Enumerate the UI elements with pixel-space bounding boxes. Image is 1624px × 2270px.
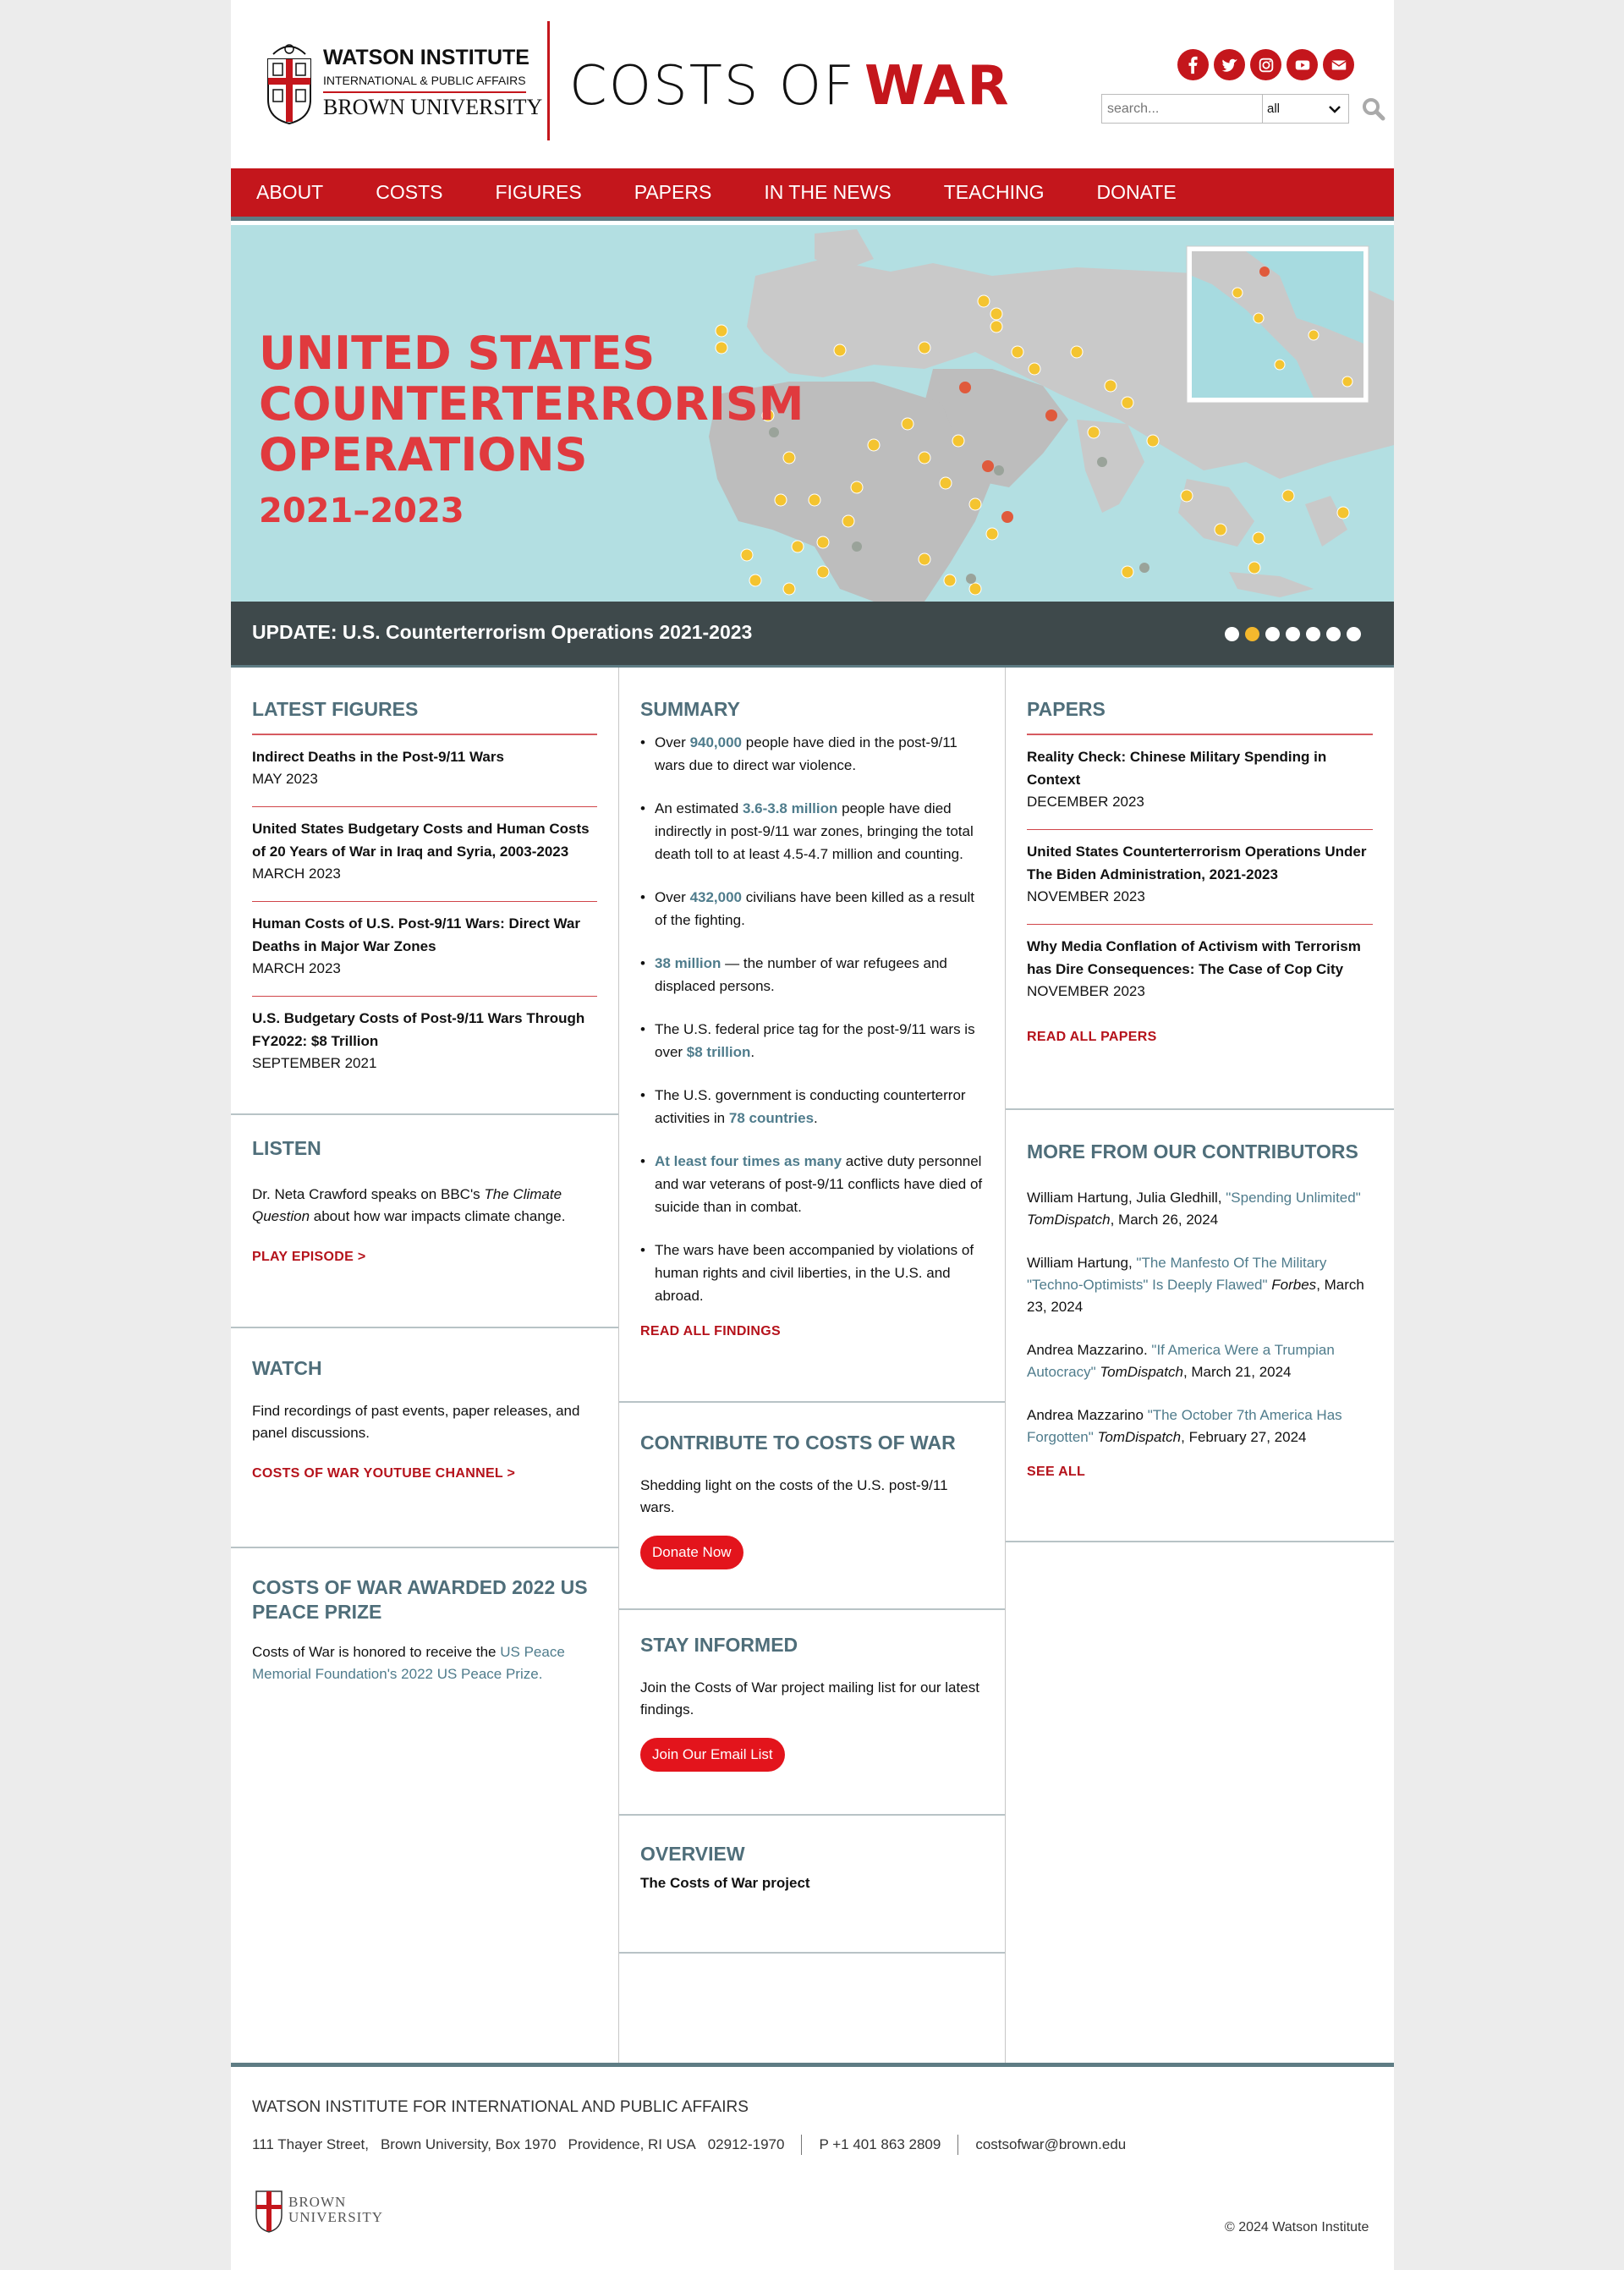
summary-bullet <box>640 1018 984 1064</box>
search-scope-value: all <box>1267 102 1281 116</box>
search-input[interactable] <box>1101 94 1263 124</box>
contributor-source: TomDispatch <box>1095 1364 1183 1380</box>
contributors-title: MORE FROM OUR CONTRIBUTORS <box>1027 1140 1358 1162</box>
footer-box: Brown University, Box 1970 <box>380 2136 557 2152</box>
contributor-source: TomDispatch <box>1093 1429 1182 1445</box>
summary-bullet-text: . <box>814 1110 818 1126</box>
paper-item[interactable] <box>1027 830 1373 925</box>
paper-item-title[interactable]: United States Counterterrorism Operations Under The Biden Administration, 2021-2023 <box>1027 844 1367 882</box>
summary-bullet-text: Over <box>655 734 690 750</box>
paper-item-title[interactable]: Reality Check: Chinese Military Spending in Context <box>1027 749 1327 788</box>
nav-costs[interactable]: COSTS <box>376 181 443 203</box>
main-nav <box>231 168 1394 221</box>
contributor-article-link[interactable]: "If America Were a Trumpian Autocracy" <box>1027 1342 1335 1380</box>
figure-item-date: SEPTEMBER 2021 <box>252 1055 377 1071</box>
brown-shield-icon <box>261 41 317 125</box>
contributor-author: Andrea Mazzarino <box>1027 1407 1148 1423</box>
summary-bullet <box>640 952 984 998</box>
item-rule <box>1027 829 1373 830</box>
figure-item-date: MARCH 2023 <box>252 866 341 882</box>
summary-title: SUMMARY <box>640 698 740 720</box>
email-icon[interactable] <box>1323 49 1354 80</box>
watson-logo[interactable] <box>261 29 543 127</box>
summary-bullet <box>640 1239 984 1307</box>
peace-prize-link[interactable]: US Peace Memorial Foundation's 2022 US Peace Prize. <box>252 1644 565 1682</box>
section-divider <box>1006 1541 1394 1542</box>
slider-dot[interactable] <box>1225 627 1239 641</box>
figure-item-title[interactable]: Human Costs of U.S. Post-9/11 Wars: Direct War Deaths in Major War Zones <box>252 915 580 954</box>
slider-dots <box>1225 627 1361 641</box>
listen-text <box>252 1184 597 1228</box>
summary-bullet-highlight[interactable]: At least four times as many <box>655 1153 842 1169</box>
summary-bullet <box>640 731 984 777</box>
footer-separator <box>957 2135 958 2155</box>
paper-item-title[interactable]: Why Media Conflation of Activism with Terrorism has Dire Consequences: The Case of Cop City <box>1027 938 1361 977</box>
figure-item-date: MAY 2023 <box>252 771 318 787</box>
section-rule <box>252 734 597 735</box>
youtube-channel-link[interactable]: COSTS OF WAR YOUTUBE CHANNEL > <box>252 1466 516 1481</box>
summary-bullet-text: active duty personnel and war veterans of post-9/11 conflicts have died of suicide than in combat. <box>655 1153 983 1215</box>
site-title[interactable] <box>569 55 1011 118</box>
left-column <box>231 668 618 1685</box>
summary-bullet <box>640 1084 984 1130</box>
copyright: © 2024 Watson Institute <box>1225 2220 1369 2234</box>
contributors-section <box>1006 1110 1394 1541</box>
footer-address <box>252 2135 1126 2155</box>
contributor-author: Andrea Mazzarino. <box>1027 1342 1152 1358</box>
contributor-source: Forbes <box>1267 1277 1317 1293</box>
search-icon[interactable] <box>1361 96 1386 122</box>
contribute-title: CONTRIBUTE TO COSTS OF WAR <box>640 1432 956 1454</box>
latest-figures-title: LATEST FIGURES <box>252 698 419 720</box>
overview-title: OVERVIEW <box>640 1843 745 1865</box>
contributor-source: TomDispatch <box>1027 1212 1111 1228</box>
chevron-down-icon <box>1328 105 1341 113</box>
listen-text-a: Dr. Neta Crawford speaks on BBC's <box>252 1186 485 1202</box>
figure-item[interactable] <box>252 735 597 807</box>
header-divider <box>547 21 550 140</box>
summary-bullet-text: An estimated <box>655 800 743 816</box>
slider-dot[interactable] <box>1326 627 1341 641</box>
overview-text[interactable]: The Costs of War project <box>640 1875 810 1891</box>
site-footer <box>231 2063 1394 2270</box>
paper-item[interactable] <box>1027 735 1373 830</box>
contribute-text: Shedding light on the costs of the U.S. post-9/11 wars. <box>640 1477 948 1515</box>
summary-bullet-highlight[interactable]: $8 trillion <box>686 1044 751 1060</box>
summary-section <box>619 668 1005 1401</box>
summary-bullet-highlight[interactable]: 38 million <box>655 955 721 971</box>
contributor-item <box>1027 1339 1373 1383</box>
contributor-date: , March 21, 2024 <box>1182 1364 1292 1380</box>
logo-university: BROWN UNIVERSITY <box>323 95 543 119</box>
summary-bullet <box>640 886 984 932</box>
listen-section <box>231 1115 618 1327</box>
hero-title-line3: OPERATIONS <box>259 428 588 481</box>
summary-bullet-highlight[interactable]: 940,000 <box>689 734 743 750</box>
summary-bullet-text: people have died indirectly in post-9/11 war zones, bringing the total death toll to at least 4.5-4.7 million and counting. <box>655 800 974 862</box>
stay-informed-text: Join the Costs of War project mailing list for our latest findings. <box>640 1679 979 1718</box>
contributor-item <box>1027 1252 1373 1318</box>
summary-bullet-text: The U.S. federal price tag for the post-9/11 wars is over <box>655 1021 975 1060</box>
donate-now-button[interactable]: Donate Now <box>640 1536 743 1569</box>
papers-section <box>1006 668 1394 1108</box>
item-rule <box>1027 924 1373 925</box>
overview-section <box>619 1816 1005 1952</box>
paper-item-date: NOVEMBER 2023 <box>1027 888 1145 904</box>
footer-phone[interactable]: P +1 401 863 2809 <box>819 2136 941 2152</box>
hero-caption-bar <box>231 602 1394 667</box>
figure-item-title[interactable]: United States Budgetary Costs and Human Costs of 20 Years of War in Iraq and Syria, 2003-2023 <box>252 821 590 860</box>
site-header <box>231 0 1394 168</box>
contributor-date: , March 23, 2024 <box>1027 1277 1364 1315</box>
footer-city: Providence, RI USA <box>568 2136 696 2152</box>
brown-university-footer-logo[interactable] <box>255 2186 383 2237</box>
papers-title: PAPERS <box>1027 698 1106 720</box>
section-divider <box>619 1952 1005 1954</box>
read-all-papers-link[interactable]: READ ALL PAPERS <box>1027 1030 1157 1044</box>
stay-informed-title: STAY INFORMED <box>640 1634 798 1656</box>
footer-street: 111 Thayer Street, <box>252 2136 369 2152</box>
facebook-icon[interactable] <box>1177 49 1209 80</box>
contributor-date: , February 27, 2024 <box>1181 1429 1307 1445</box>
right-column <box>1006 668 1394 1542</box>
contributor-author: William Hartung, <box>1027 1255 1137 1271</box>
search-bar <box>1101 94 1386 124</box>
summary-bullet <box>640 1150 984 1218</box>
watch-section <box>231 1328 618 1547</box>
site-title-costs: COSTS OF <box>569 55 856 118</box>
read-all-findings-link[interactable]: READ ALL FINDINGS <box>640 1324 781 1338</box>
contributor-item <box>1027 1404 1373 1448</box>
summary-bullet-text: civilians have been killed as a result of the fighting. <box>655 889 974 928</box>
paper-item[interactable] <box>1027 925 1373 1003</box>
site-title-war: WAR <box>864 55 1011 118</box>
hero-title <box>259 328 804 481</box>
contribute-section <box>619 1403 1005 1608</box>
contributors-list <box>1027 1187 1373 1448</box>
summary-bullet-text: . <box>750 1044 755 1060</box>
play-episode-link[interactable]: PLAY EPISODE > <box>252 1250 366 1264</box>
nav-teaching[interactable]: TEACHING <box>943 181 1045 203</box>
slider-dot[interactable] <box>1306 627 1320 641</box>
footer-title: WATSON INSTITUTE FOR INTERNATIONAL AND PUBLIC AFFAIRS <box>252 2098 749 2116</box>
summary-bullet-highlight[interactable]: 78 countries <box>728 1110 815 1126</box>
slider-dot[interactable] <box>1245 627 1259 641</box>
listen-title: LISTEN <box>252 1137 321 1159</box>
brown-shield-icon <box>255 2186 283 2234</box>
twitter-icon[interactable] <box>1214 49 1245 80</box>
footer-logo-text <box>288 2195 383 2225</box>
summary-bullet-highlight[interactable]: 3.6-3.8 million <box>742 800 838 816</box>
nav-about[interactable]: ABOUT <box>256 181 324 203</box>
footer-separator <box>801 2135 802 2155</box>
see-all-link[interactable]: SEE ALL <box>1027 1465 1086 1479</box>
summary-bullet-text: — the number of war refugees and displaced persons. <box>655 955 947 994</box>
summary-bullet-highlight[interactable]: 432,000 <box>689 889 743 905</box>
figure-item[interactable] <box>252 807 597 902</box>
item-rule <box>252 901 597 902</box>
slider-dot[interactable] <box>1347 627 1361 641</box>
summary-bullet <box>640 797 984 866</box>
paper-item-date: NOVEMBER 2023 <box>1027 983 1145 999</box>
footer-logo-university: UNIVERSITY <box>288 2209 383 2225</box>
contributor-author: William Hartung, Julia Gledhill, <box>1027 1190 1226 1206</box>
nav-in-the-news[interactable]: IN THE NEWS <box>764 181 892 203</box>
figure-item[interactable] <box>252 997 597 1075</box>
logo-title: WATSON INSTITUTE <box>323 46 529 69</box>
peace-prize-text <box>252 1641 597 1685</box>
latest-figures-section <box>231 668 618 1113</box>
join-email-list-button[interactable]: Join Our Email List <box>640 1738 785 1772</box>
summary-bullet-text: Over <box>655 889 690 905</box>
listen-text-em: The Climate Question <box>252 1186 562 1224</box>
section-rule <box>1027 734 1373 735</box>
hero-caption[interactable]: UPDATE: U.S. Counterterrorism Operations 2021-2023 <box>252 621 753 643</box>
summary-list <box>640 731 984 1307</box>
figure-item-date: MARCH 2023 <box>252 960 341 976</box>
nav-papers[interactable]: PAPERS <box>634 181 712 203</box>
item-rule <box>252 996 597 997</box>
contributor-item <box>1027 1187 1373 1231</box>
contributor-article-link[interactable]: "The Manfesto Of The Military "Techno-Optimists" Is Deeply Flawed" <box>1027 1255 1327 1293</box>
listen-text-b: about how war impacts climate change. <box>310 1208 566 1224</box>
peace-prize-section <box>231 1548 618 1685</box>
slider-dot[interactable] <box>1265 627 1280 641</box>
hero-years: 2021–2023 <box>259 492 464 530</box>
stay-informed-section <box>619 1610 1005 1814</box>
slider-dot[interactable] <box>1286 627 1300 641</box>
social-links <box>1177 49 1354 80</box>
peace-prize-text-a: Costs of War is honored to receive the <box>252 1644 501 1660</box>
contributor-article-link[interactable]: "The October 7th America Has Forgotten" <box>1027 1407 1342 1445</box>
item-rule <box>252 806 597 807</box>
search-scope-select[interactable] <box>1263 94 1349 124</box>
footer-email[interactable]: costsofwar@brown.edu <box>975 2136 1127 2152</box>
instagram-icon[interactable] <box>1250 49 1281 80</box>
summary-bullet-text: The U.S. government is conducting counterterror activities in <box>655 1087 966 1126</box>
figure-item-title[interactable]: Indirect Deaths in the Post-9/11 Wars <box>252 749 504 765</box>
figure-item-title[interactable]: U.S. Budgetary Costs of Post-9/11 Wars Through FY2022: $8 Trillion <box>252 1010 585 1049</box>
nav-donate[interactable]: DONATE <box>1096 181 1177 203</box>
hero-slider[interactable] <box>231 225 1394 667</box>
page <box>231 0 1394 2270</box>
watch-text: Find recordings of past events, paper releases, and panel discussions. <box>252 1403 580 1441</box>
hero-title-line1: UNITED STATES <box>259 327 656 380</box>
watch-title: WATCH <box>252 1357 322 1379</box>
figure-item[interactable] <box>252 902 597 997</box>
paper-item-date: DECEMBER 2023 <box>1027 794 1144 810</box>
summary-bullet-text: The wars have been accompanied by violations of human rights and civil liberties, in the U.S. and abroad. <box>655 1242 974 1304</box>
footer-zip: 02912-1970 <box>707 2136 785 2152</box>
middle-column <box>618 668 1006 2064</box>
contributor-article-link[interactable]: "Spending Unlimited" <box>1226 1190 1361 1206</box>
nav-figures[interactable]: FIGURES <box>495 181 582 203</box>
peace-prize-title: COSTS OF WAR AWARDED 2022 US PEACE PRIZE <box>252 1576 588 1623</box>
contributor-date: , March 26, 2024 <box>1110 1212 1219 1228</box>
summary-bullet-text: people have died in the post-9/11 wars due to direct war violence. <box>655 734 957 773</box>
footer-logo-brown: BROWN <box>288 2194 347 2210</box>
hero-title-line2: COUNTERTERRORISM <box>259 377 804 431</box>
youtube-icon[interactable] <box>1287 49 1318 80</box>
logo-subtitle: INTERNATIONAL & PUBLIC AFFAIRS <box>323 74 526 93</box>
